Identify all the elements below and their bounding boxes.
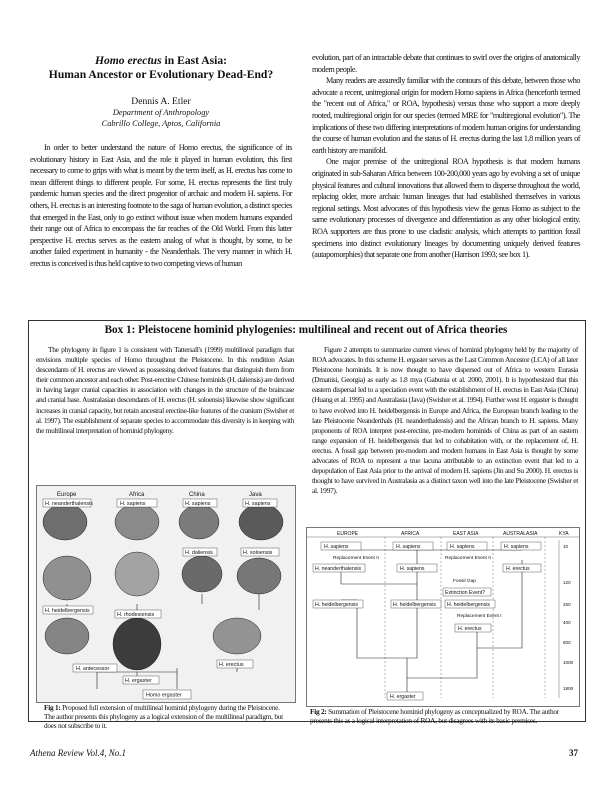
skull-image [115,552,159,596]
fig1-label-neanderthalensis: H. neanderthalensis [45,501,93,507]
fig1-label-sapiens-java: H. sapiens [245,501,271,507]
article-title [30,54,292,82]
title-italic: Homo erectus [94,54,162,67]
fig1-label-sapiens: H. sapiens [120,501,146,507]
fig2-label-extinction: Extinction Event? [445,590,486,596]
skull-image [43,556,91,600]
fig1-region-java: Java [249,492,262,498]
fig2-region-africa: AFRICA [401,531,420,537]
skull-image [115,504,159,540]
box-paragraph: Figure 2 attempts to summarize current views of hominid phylogeny held by the majority of ROA advocates. In this scheme H. ergaster serves as the Last Common Ancestor (LCA) of all later Pleistocene hominids. It is now thought to have dispersed out of Africa to western Eurasia (Dmanisi, Georgia) as early as 1.8 mya (Gabunia et al. 2000, 2001). It is hypothesized that this eastern dispersal led to a speciation event with the establishment of H. erectus in East Asia (China) (Huang et al. 1995) and Australasia (Java) (Swisher et al. 1994). Further west H. ergaster is thought to have evolved into H. heidelbergensis in Europe and Africa, the European branch leading to the late Pleistocene Neanderthals (H. neanderthalensis) and the African branch to H. sapiens. Many proponents of ROA interpret post-erectine, pre-modern hominids of China as part of an eastern range expansion of H. heidelbergensis that led to cohabitation with, or the replacement of, H. erectus. A fossil gap between pre-modern and modern humans in East Asia is thought by some advocates of ROA to represent a true lacuna attributable to an extinction event that led to a depopulation of East Asia prior to the arrival of modern H. sapiens (Jin and Su 2000). H. erectus is thought to have survived in Australasia as a distinct taxon well into the late Pleistocene (Swisher et al. 1997). [312,345,578,496]
fig2-kya-tick: 1800 [563,686,574,691]
fig1-label-rhodesiensis: H. rhodesiensis [117,612,155,618]
box-paragraph: The phylogeny in figure 1 is consistent with Tattersall's (1999) multilineal paradigm that envisions multiple species of Homo throughout the Pleistocene. In this rendition Asian descendants of H. erectus are viewed as possessing derived features that distinguish them from their common ancestor and each other. Post-erectine Chinese hominids (H. daliensis) are derived in having larger cranial capacities in association with changes in the structure of the braincase and cranial base. Australasian descendants of H. erectus (H. soloensis) likewise show significant increases in cranial capacity, but retain ancestral erectine-like features of the cranium (Swisher et al. 1997). The establishment of separate species to accommodate this diversity is in keeping with the multilineal interpretation of hominid phylogeny. [36,345,294,435]
fig2-label-heidelbergensis-europe: H. heidelbergensis [315,602,358,608]
body-column-right [312,52,580,261]
fig2-region-europe: EUROPE [337,531,359,537]
body-paragraph: One major premise of the unitregional ROA hypothesis is that modern humans originated in sub-Saharan Africa between 100-200,000 years ago by evolving a set of unique physical features and cultural innovations that allowed them to disperse throughout the world, replacing older, more archaic human lineages that had established themselves in various regional settings. Most advocates of this hypothesis view the genus Homo as subject to the same evolutionary processes of divergence and differentiation as any other biological entity. ROA supporters are thus prone to use cladistic analysis, which attempts to partition fossil specimens into distinct evolutionary lineages by documenting uniquely derived features (autapomorphies) that separate one from another (Harrison 1993; see box 1). [312,157,580,260]
box-title [28,324,584,336]
skull-image [179,505,219,539]
fig2-label-erectus-australasia: H. erectus [506,566,530,572]
fig1-region-europe: Europe [57,492,77,498]
body-column-left [30,142,292,270]
figure-2 [306,527,580,707]
fig2-kya-tick: 400 [563,620,571,625]
fig2-label-sapiens-australasia: H. sapiens [504,544,529,550]
title-rest: in East Asia: [161,54,228,67]
fig2-label-heidelbergensis-east-asia: H. heidelbergensis [447,602,490,608]
fig2-region-kya: KYA [559,531,569,537]
page-number: 37 [569,748,578,758]
fig2-label-ergaster: H. ergaster [390,694,416,700]
skull-image [213,618,261,654]
fig2-label-erectus-east-asia: H. erectus [458,626,482,632]
fig1-caption-text: Proposed full extension of multilineal hominid phylogeny during the Pleistocene. The author presents this phylogeny as a logical extension of the multilineal paradigm, but does not subscribe to it. [44,703,283,730]
fig2-label-fossil-gap: Fossil Gap [453,579,476,584]
journal-footer: Athena Review Vol.4, No.1 [30,748,126,758]
figure-2-diagram [307,528,579,706]
fig2-label-replacement-ea: Replacement Event II [445,556,491,561]
figure-1 [36,485,296,703]
fig1-label-soloensis: H. soloensis [243,550,273,556]
figure-2-caption [310,707,578,725]
author-affiliation [30,108,292,129]
box-text-left [36,345,294,436]
skull-image [182,556,222,592]
fig2-kya-tick: 120 [563,580,571,585]
fig2-region-east-asia: EAST ASIA [453,531,479,537]
fig2-label-neanderthalensis: H. neanderthalensis [315,566,362,572]
fig1-label-common-ancestor: Homo ergaster [146,692,182,699]
box-text-right [312,345,578,496]
title-line2: Human Ancestor or Evolutionary Dead-End? [48,68,274,81]
author-college: Cabrillo College, Aptos, California [101,118,221,128]
fig1-label-heidelbergensis: H. heidelbergensis [45,608,90,614]
body-paragraph: Many readers are assuredly familiar with the contours of this debate, between those who advocate a recent, unitregional origin for modern Homo sapiens in Africa (henceforth termed the "recent out of Africa," or ROA, hypothesis) versus those who support a more deeply rooted, multiregional origin for our species (termed MRE for "multiregional evolution"). The implications of these two differing interpretations of modern human origins for understanding the course of human evolution and the status of H. erectus during the last 1.8 million years of earth history are manifold. [312,76,580,155]
fig2-kya-tick: 600 [563,640,571,645]
fig2-label-sapiens-mid: H. sapiens [400,566,425,572]
author-department: Department of Anthropology [112,108,210,117]
fig1-region-africa: Africa [129,492,145,498]
fig2-caption-text: Summation of Pleistocene hominid phylogeny as conceptualized by ROA. The author presents this as a logical interpretation of ROA, but disagrees with its basic premises. [310,707,559,725]
skull-image [237,558,281,594]
skull-image [239,504,283,540]
fig1-caption-label: Fig 1: [44,703,61,712]
fig1-label-antecessor: H. antecessor [76,666,110,672]
fig2-label-replacement-i: Replacement Event I [457,614,502,619]
fig2-label-sapiens-africa: H. sapiens [396,544,421,550]
fig2-label-replacement-eu: Replacement Event II [333,556,379,561]
body-paragraph: In order to better understand the nature of Homo erectus, the significance of its evolutionary history in East Asia, and the role it played in human evolution, this first necessary to come to grips with what is meant by the term itself, as H. erectus has come to mean different things to different people. For some, H. erectus represents the first truly pandemic human species and the direct progenitor of archaic and modern H. sapiens. For others, H. erectus is an interesting footnote to the saga of human evolution, a distinct species that emerged in the East, only to go extinct without issue when modern humans expanded their range out of Africa to encompass the far reaches of the Old World. From this latter perspective H. erectus serves as the eastern analog of what is thought, by some, to be another failed experiment in humanity - the Neanderthals. The very manner in which H. erectus is conceived is thus held captive to two competing views of human [30,143,292,268]
box-title-text: Pleistocene hominid phylogenies: multilineal and recent out of Africa theories [138,324,508,336]
fig2-label-sapiens-east-asia: H. sapiens [450,544,475,550]
skull-image [113,618,161,670]
figure-1-caption [44,703,290,730]
fig2-region-australasia: AUSTRALASIA [503,531,538,537]
fig2-kya-tick: 250 [563,602,571,607]
fig1-label-daliensis: H. daliensis [185,550,213,556]
box-label: Box 1: [104,324,136,336]
fig1-region-china: China [189,492,205,498]
body-paragraph: evolution, part of an intractable debate that continues to swirl over the origins of anatomically modern people. [312,53,580,74]
fig2-kya-tick: 10 [563,544,569,549]
fig2-label-sapiens-europe: H. sapiens [324,544,349,550]
fig2-caption-label: Fig 2: [310,707,327,716]
skull-image [45,618,89,654]
skull-image [43,504,87,540]
author-name: Dennis A. Etler [131,96,191,107]
fig1-label-ergaster: H. ergaster [125,678,152,684]
fig2-label-heidelbergensis-africa: H. heidelbergensis [393,602,436,608]
fig1-label-sapiens-china: H. sapiens [185,501,211,507]
figure-1-diagram [37,486,295,702]
fig2-kya-tick: 1000 [563,660,574,665]
fig1-label-erectus: H. erectus [219,662,244,668]
